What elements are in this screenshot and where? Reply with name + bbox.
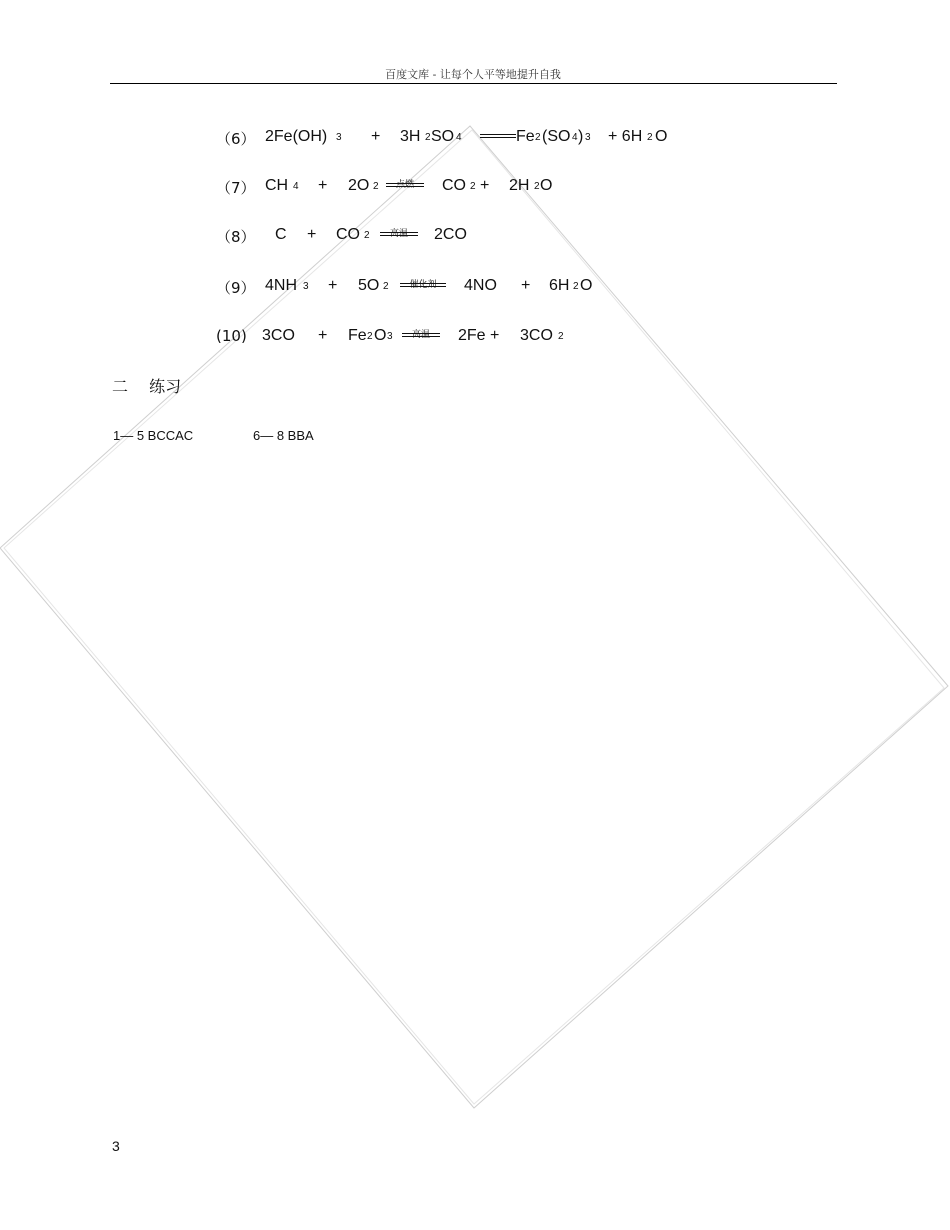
subscript: 2 xyxy=(573,281,579,292)
subscript: 2 xyxy=(373,181,379,192)
subscript: 2 xyxy=(470,181,476,192)
subscript: 2 xyxy=(647,132,653,143)
product: 6H xyxy=(549,277,570,294)
subscript: 2 xyxy=(425,132,431,143)
equation-number: （6） xyxy=(216,130,256,148)
subscript: 2 xyxy=(383,281,389,292)
plus-sign: + xyxy=(371,128,381,145)
reactant: C xyxy=(275,226,287,243)
product: (SO xyxy=(542,128,571,145)
reaction-condition: 高温 xyxy=(389,229,408,239)
product: 2CO xyxy=(434,226,467,243)
reactant: 2Fe(OH) xyxy=(265,128,328,145)
reactant: 3H xyxy=(400,128,421,145)
reactant: Fe xyxy=(348,327,367,344)
reactant: CH xyxy=(265,177,289,194)
product: 4NO xyxy=(464,277,497,294)
subscript: 2 xyxy=(534,181,540,192)
reaction-condition: 高温 xyxy=(411,330,430,340)
reactant: 3CO xyxy=(262,327,295,344)
equals-sign xyxy=(402,333,440,337)
product: 3CO xyxy=(520,327,553,344)
plus-sign: + xyxy=(328,277,338,294)
reactant: 2O xyxy=(348,177,370,194)
equals-sign xyxy=(400,283,446,287)
equation-number: （8） xyxy=(216,228,256,246)
answers-1-5: 1— 5 BCCAC xyxy=(113,428,194,443)
product: 2Fe + xyxy=(458,327,500,344)
subscript: 3 xyxy=(336,132,342,143)
plus-sign: + xyxy=(480,177,490,194)
header-rule xyxy=(110,83,837,84)
equals-sign xyxy=(380,232,418,236)
reaction-condition: 催化剂 xyxy=(409,280,437,290)
section-heading xyxy=(112,374,181,397)
reactant: 4NH xyxy=(265,277,298,294)
reactant: O xyxy=(374,327,387,344)
product: CO xyxy=(442,177,466,194)
plus-sign: + xyxy=(318,177,328,194)
product: O xyxy=(580,277,593,294)
subscript: 4 xyxy=(572,132,578,143)
plus-sign: + xyxy=(318,327,328,344)
subscript: 4 xyxy=(293,181,299,192)
product: 2H xyxy=(509,177,530,194)
answers-6-8: 6— 8 BBA xyxy=(253,428,314,443)
product: ) xyxy=(578,128,584,145)
product: O xyxy=(540,177,553,194)
equals-sign xyxy=(386,183,424,187)
reactant: SO xyxy=(431,128,455,145)
reactant: CO xyxy=(336,226,360,243)
section-number: 二 xyxy=(112,377,129,396)
product: + 6H xyxy=(608,128,643,145)
product: O xyxy=(655,128,668,145)
page-header: 百度文库 - 让每个人平等地提升自我 xyxy=(385,68,561,81)
reaction-condition: 点燃 xyxy=(395,180,414,190)
page-number: 3 xyxy=(112,1138,120,1154)
subscript: 4 xyxy=(456,132,462,143)
subscript: 3 xyxy=(303,281,309,292)
subscript: 3 xyxy=(585,132,591,143)
section-title: 练习 xyxy=(149,377,182,396)
subscript: 3 xyxy=(387,331,393,342)
subscript: 2 xyxy=(364,230,370,241)
subscript: 2 xyxy=(367,331,373,342)
equals-sign xyxy=(480,134,516,138)
subscript: 2 xyxy=(558,331,564,342)
plus-sign: + xyxy=(521,277,531,294)
equation-number: (10) xyxy=(216,327,247,345)
equation-number: （9） xyxy=(216,279,256,297)
subscript: 2 xyxy=(535,132,541,143)
plus-sign: + xyxy=(307,226,317,243)
reactant: 5O xyxy=(358,277,380,294)
product: Fe xyxy=(516,128,535,145)
equation-number: （7） xyxy=(216,179,256,197)
